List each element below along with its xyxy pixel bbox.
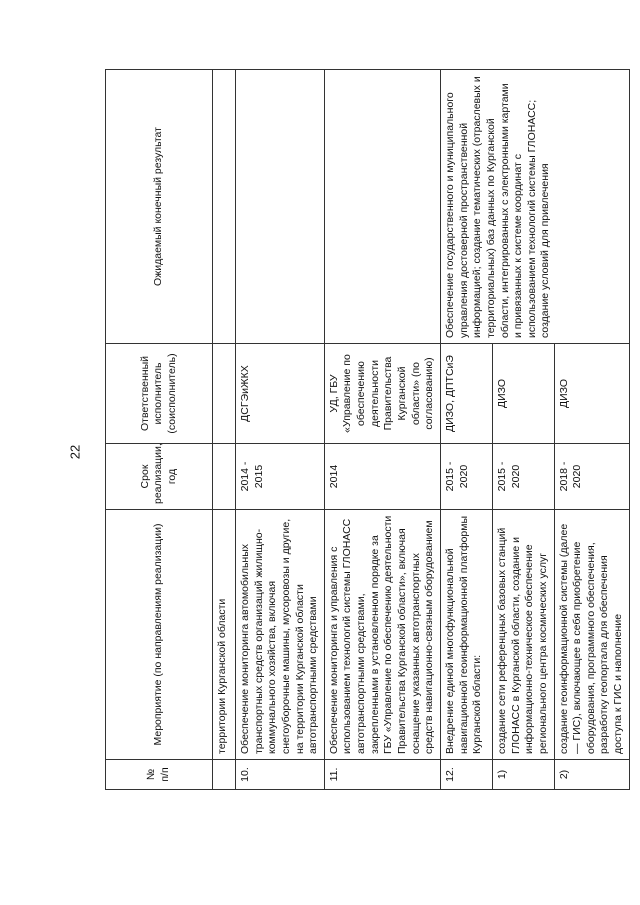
header-term: Срок реализации, год xyxy=(106,444,213,510)
row-measure: Обеспечение мониторинга и управления с использованием технологий системы ГЛОНАСС автотранспортными средствами, закрепленными в установленном порядке за ГБУ «Управление по обеспечению деятельности Правительства Курганской области», включая оснащение указанных автотранспортных средств навигационно-связным оборудованием xyxy=(324,510,440,760)
row-result xyxy=(324,70,440,344)
row-executor: УД, ГБУ «Управление по обеспечению деятельности Правительства Курганской области» (по согласованию) xyxy=(324,344,440,444)
measures-table xyxy=(105,69,630,790)
row-executor xyxy=(213,344,236,444)
table-row xyxy=(324,70,440,790)
row-num: 12. xyxy=(440,760,492,790)
row-term: 2015 - 2020 xyxy=(440,444,492,510)
row-result: Обеспечение государственного и муниципального управления достоверной пространственной информацией; создание тематических (отраслевых и территориальных) баз данных по Курганской области, интегрированных с электронными картами и привязанных к системе координат с использованием технологий системы ГЛОНАСС; создание условий для привлечения xyxy=(440,70,629,344)
row-measure: территории Курганской области xyxy=(213,510,236,760)
row-term: 2014 - 2015 xyxy=(236,444,325,510)
table-row xyxy=(440,70,492,790)
row-term: 2015 - 2020 xyxy=(492,444,554,510)
row-measure: создание геоинформационной системы (далее — ГИС), включающее в себя приобретение оборудования, программного обеспечения, разработку геопортала для обеспечения доступа к ГИС и наполнение xyxy=(554,510,629,760)
row-executor: ДИЗО xyxy=(492,344,554,444)
row-executor: ДИЗО xyxy=(554,344,629,444)
row-executor: ДИЗО, ДПТСиЭ xyxy=(440,344,492,444)
row-num: 11. xyxy=(324,760,440,790)
row-measure: Внедрение единой многофункциональной навигационной геоинформационной платформы Курганской области: xyxy=(440,510,492,760)
row-term: 2014 xyxy=(324,444,440,510)
row-measure: создание сети референцных базовых станций ГЛОНАСС в Курганской области, создание и информационно-техническое обеспечение регионального центра космических услуг xyxy=(492,510,554,760)
header-num: № п/п xyxy=(106,760,213,790)
row-num: 10. xyxy=(236,760,325,790)
header-measure: Мероприятие (по направлениям реализации) xyxy=(106,510,213,760)
rotated-table-wrapper xyxy=(105,70,625,790)
header-result: Ожидаемый конечный результат xyxy=(106,70,213,344)
row-result xyxy=(236,70,325,344)
row-term: 2018 - 2020 xyxy=(554,444,629,510)
row-term xyxy=(213,444,236,510)
row-num xyxy=(213,760,236,790)
row-measure: Обеспечение мониторинга автомобильных транспортных средств организаций жилищно-коммунального хозяйства, включая снегоуборочные машины, мусоровозы и другие, на территории Курганской области автотранспортными средствами xyxy=(236,510,325,760)
header-executor: Ответственный исполнитель (соисполнитель) xyxy=(106,344,213,444)
table-row xyxy=(213,70,236,790)
table-row xyxy=(236,70,325,790)
row-result xyxy=(213,70,236,344)
table-header-row xyxy=(106,70,213,790)
page-number: 22 xyxy=(67,444,83,460)
row-num: 1) xyxy=(492,760,554,790)
row-num: 2) xyxy=(554,760,629,790)
row-executor: ДСГЭиЖКХ xyxy=(236,344,325,444)
